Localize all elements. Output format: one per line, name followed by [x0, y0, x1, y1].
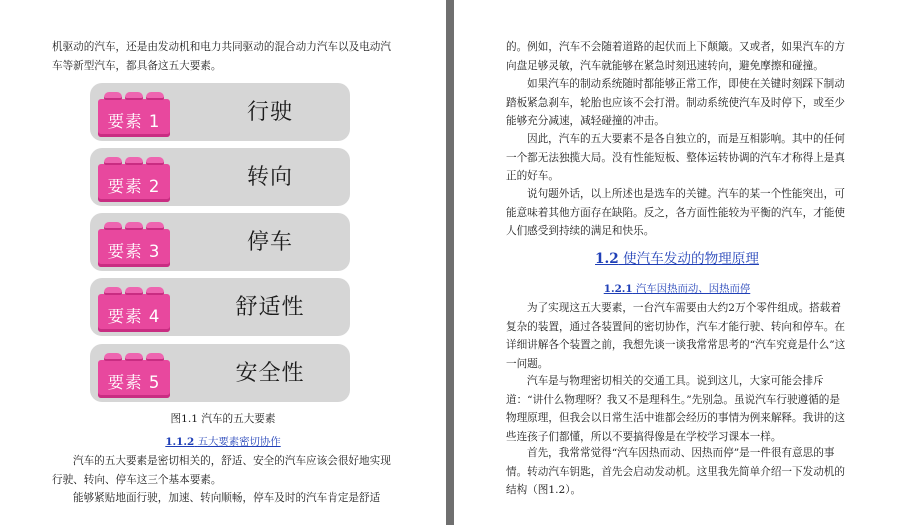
page-gutter [446, 0, 454, 525]
element-label: 行驶 [246, 100, 293, 125]
left-page [0, 0, 446, 525]
element-label: 安全性 [235, 361, 305, 386]
lego-brick-icon [98, 99, 170, 137]
figure-caption: 图1.1 汽车的五大要素 [170, 413, 276, 425]
section-number: 1.1.2 [165, 436, 195, 448]
body-paragraph: 说句题外话，以上所述也是选车的关键。汽车的某一个性能突出，可能意味着其他方面存在缺陷。反之，各方面性能较为平衡的汽车，才能使人们感受到持续的满足和快乐。 [506, 188, 845, 237]
body-paragraph: 的。例如，汽车不会随着道路的起伏而上下颠簸。又或者，如果汽车的方向盘足够灵敏，汽车就能够在紧急时刻迅速转向，避免摩擦和碰撞。 [506, 41, 845, 72]
body-paragraph: 为了实现这五大要素，一台汽车需要由大约2万个零件组成。搭载着复杂的装置，通过各装置间的密切协作，汽车才能行驶、转向和停车。在详细讲解各个装置之前，我想先谈一谈我常常思考的“汽车究竟是什么”这一问题。 [506, 302, 846, 370]
element-label: 停车 [246, 230, 293, 255]
section-title: 五大要素密切协作 [197, 436, 281, 448]
body-paragraph: 因此，汽车的五大要素不是各自独立的，而是互相影响。其中的任何一个都无法独揽大局。没有性能短板、整体运转协调的汽车才称得上是真正的好车。 [506, 133, 845, 182]
lego-brick-icon [98, 229, 170, 267]
element-badge: 要素 5 [107, 373, 161, 392]
lego-brick-icon [98, 360, 170, 398]
chapter-link[interactable] [595, 251, 759, 267]
element-label: 转向 [246, 165, 293, 190]
chapter-heading-1-2[interactable] [454, 247, 900, 267]
section-number: 1.2.1 [603, 283, 633, 295]
element-row-2 [90, 148, 350, 206]
section-link[interactable] [604, 283, 751, 295]
body-paragraph: 能够紧贴地面行驶，加速、转向顺畅，停车及时的汽车肯定是舒适 [73, 492, 381, 504]
section-link[interactable] [165, 436, 280, 448]
chapter-number: 1.2 [595, 251, 619, 267]
element-badge: 要素 2 [107, 177, 161, 196]
element-row-3 [90, 213, 350, 271]
intro-paragraph: 机驱动的汽车，还是由发动机和电力共同驱动的混合动力汽车以及电动汽车等新型汽车，都具备这五大要素。 [52, 41, 391, 72]
body-paragraph: 汽车是与物理密切相关的交通工具。说到这儿，大家可能会排斥道：“讲什么物理呀？我又不是理科生。”先别急。虽说汽车行驶遵循的是物理原理，但我会以日常生活中谁都会经历的事情为例来解释。我讲的这些连孩子们都懂，所以不要搞得像是在学校学习课本一样。 [506, 375, 845, 443]
chapter-title: 使汽车发动的物理原理 [623, 251, 759, 267]
element-row-4 [90, 278, 350, 336]
element-badge: 要素 4 [107, 307, 161, 326]
element-badge: 要素 3 [107, 242, 161, 261]
body-paragraph: 首先，我常常觉得“汽车因热而动、因热而停”是一件很有意思的事情。转动汽车钥匙，首先会启动发动机。这里我先简单介绍一下发动机的结构（图1.2）。 [506, 447, 845, 496]
element-row-5 [90, 344, 350, 402]
section-title: 汽车因热而动、因热而停 [635, 283, 751, 295]
element-badge: 要素 1 [107, 112, 161, 131]
element-label: 舒适性 [235, 295, 305, 320]
section-heading-1-1-2[interactable] [0, 433, 446, 448]
body-paragraph: 汽车的五大要素是密切相关的，舒适、安全的汽车应该会很好地实现行驶、转向、停车这三个基本要素。 [52, 455, 391, 486]
section-heading-1-2-1[interactable] [454, 280, 900, 295]
body-paragraph: 如果汽车的制动系统随时都能够正常工作，即使在关键时刻踩下制动踏板紧急刹车，轮胎也应该不会打滑。制动系统使汽车及时停下，或至少能够充分减速，减轻碰撞的冲击。 [506, 78, 845, 127]
element-row-1 [90, 83, 350, 141]
lego-brick-icon [98, 164, 170, 202]
lego-brick-icon [98, 294, 170, 332]
